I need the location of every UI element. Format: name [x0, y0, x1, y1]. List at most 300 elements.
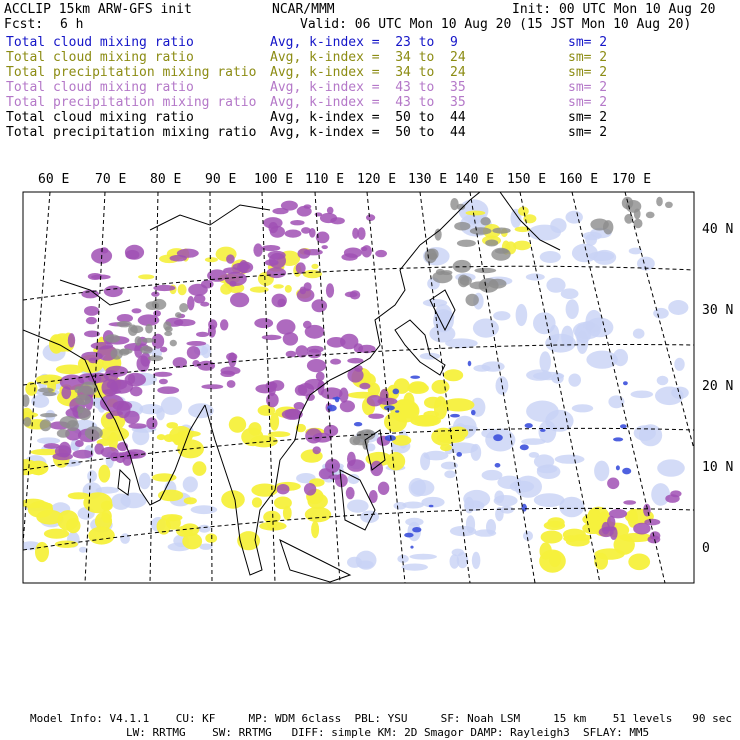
forecast-hours: 6 h [60, 17, 84, 32]
low-cloud-patch [540, 351, 551, 372]
top-cloud-patch [656, 197, 663, 206]
upper-cloud-patch [326, 283, 334, 297]
upper-cloud-patch [285, 230, 302, 238]
model-info-line2: LW: RRTMG SW: RRTMG DIFF: simple KM: 2D Smagor DAMP: Rayleigh3 SFLAY: MM5 [126, 726, 650, 739]
low-cloud-patch [347, 500, 369, 513]
upper-cloud-patch [359, 383, 370, 390]
upper-cloud-patch [254, 318, 273, 328]
upper-cloud-patch [124, 411, 140, 424]
low-cloud-patch [161, 397, 182, 415]
mid-cloud-patch [270, 413, 279, 431]
precip-streak [354, 422, 362, 426]
upper-cloud-patch [347, 452, 356, 466]
mid-cloud-patch [614, 535, 635, 555]
lon-label: 170 E [612, 172, 652, 187]
field-name: Total cloud mixing ratio [6, 35, 194, 50]
low-cloud-patch [473, 319, 499, 338]
upper-cloud-patch [68, 333, 75, 347]
field-stat: Avg, k-index = 50 to 44 [270, 125, 466, 140]
mid-cloud-patch [311, 264, 318, 269]
lon-label: 110 E [305, 172, 345, 187]
upper-cloud-patch [368, 414, 384, 419]
lat-label: 30 N [702, 303, 734, 318]
upper-cloud-patch [290, 220, 304, 225]
mid-cloud-patch [384, 412, 407, 432]
mid-cloud-patch [540, 542, 552, 559]
mid-cloud-patch [101, 510, 111, 523]
upper-cloud-patch [277, 484, 290, 494]
top-cloud-patch [165, 326, 173, 332]
mid-cloud-patch [273, 284, 284, 288]
upper-cloud-patch [670, 490, 681, 497]
lat-label: 10 N [702, 460, 734, 475]
upper-cloud-patch [153, 285, 175, 291]
top-cloud-patch [466, 294, 479, 306]
field-stat: Avg, k-index = 43 to 35 [270, 80, 466, 95]
low-cloud-patch [639, 424, 662, 446]
top-cloud-patch [450, 198, 458, 210]
upper-cloud-patch [84, 306, 99, 316]
upper-cloud-patch [159, 379, 168, 385]
mid-cloud-patch [178, 284, 187, 295]
top-cloud-patch [474, 268, 496, 273]
top-cloud-patch [457, 240, 476, 247]
mid-cloud-patch [434, 396, 447, 419]
mid-cloud-patch [414, 415, 438, 426]
top-cloud-patch [175, 312, 182, 318]
low-cloud-patch [657, 376, 669, 385]
upper-cloud-patch [277, 319, 296, 334]
lon-label: 80 E [150, 172, 182, 187]
mid-cloud-patch [98, 465, 110, 483]
lon-label: 150 E [507, 172, 547, 187]
low-cloud-patch [608, 395, 624, 408]
top-cloud-patch [130, 325, 143, 333]
upper-cloud-patch [104, 286, 123, 298]
top-cloud-patch [75, 386, 83, 393]
mid-cloud-patch [68, 492, 90, 499]
low-cloud-patch [572, 244, 598, 263]
precip-streak [410, 546, 413, 549]
low-cloud-patch [631, 391, 654, 399]
upper-cloud-patch [200, 302, 209, 307]
upper-cloud-patch [633, 523, 650, 535]
upper-cloud-patch [187, 296, 194, 310]
upper-cloud-patch [187, 346, 200, 359]
upper-cloud-patch [230, 293, 249, 308]
low-cloud-patch [482, 361, 505, 371]
precip-streak [623, 381, 628, 385]
low-cloud-patch [540, 251, 561, 263]
mid-cloud-patch [513, 241, 531, 251]
precip-streak [620, 424, 627, 428]
low-cloud-patch [201, 344, 211, 359]
upper-cloud-patch [88, 273, 102, 280]
upper-cloud-patch [75, 440, 84, 447]
field-smooth: sm= 2 [568, 35, 608, 50]
mid-cloud-patch [563, 535, 578, 542]
mid-cloud-patch [628, 554, 650, 571]
top-cloud-patch [57, 429, 70, 438]
low-cloud-patch [79, 547, 87, 553]
upper-cloud-patch [375, 250, 387, 257]
precip-streak [613, 437, 623, 441]
top-cloud-patch [145, 324, 153, 334]
field-stat: Avg, k-index = 50 to 44 [270, 110, 466, 125]
field-smooth: sm= 2 [568, 50, 608, 65]
low-cloud-patch [651, 483, 670, 506]
low-cloud-patch [198, 525, 211, 533]
top-cloud-patch [148, 355, 163, 361]
upper-cloud-patch [610, 527, 618, 540]
upper-cloud-patch [226, 353, 237, 361]
model-center: NCAR/MMM [272, 2, 335, 17]
upper-cloud-patch [300, 287, 307, 295]
upper-cloud-patch [196, 332, 209, 337]
top-cloud-patch [470, 281, 490, 289]
upper-cloud-patch [186, 341, 206, 346]
upper-cloud-patch [304, 204, 312, 208]
upper-cloud-patch [253, 243, 262, 256]
low-cloud-patch [493, 311, 510, 320]
low-cloud-patch [566, 299, 579, 319]
top-cloud-patch [432, 271, 452, 283]
lon-label: 160 E [559, 172, 599, 187]
top-cloud-patch [665, 202, 673, 208]
mid-cloud-patch [66, 518, 80, 533]
low-cloud-patch [434, 304, 452, 327]
field-name: Total precipitation mixing ratio [6, 65, 257, 80]
forecast-label: Fcst: [4, 17, 44, 32]
model-info-line1: Model Info: V4.1.1 CU: KF MP: WDM 6class PBL: YSU SF: Noah LSM 15 km 51 levels 90 sec [30, 712, 732, 725]
mid-cloud-patch [161, 514, 182, 521]
top-cloud-patch [66, 420, 79, 431]
low-cloud-patch [533, 312, 556, 334]
field-stat: Avg, k-index = 43 to 35 [270, 95, 466, 110]
upper-cloud-patch [153, 372, 172, 377]
upper-cloud-patch [327, 337, 346, 348]
low-cloud-patch [566, 211, 583, 224]
mid-cloud-patch [308, 493, 328, 509]
lon-label: 120 E [357, 172, 397, 187]
top-cloud-patch [624, 214, 633, 224]
mid-cloud-patch [444, 369, 464, 381]
upper-cloud-patch [315, 212, 323, 216]
precip-streak [622, 468, 631, 475]
lon-label: 70 E [95, 172, 127, 187]
upper-cloud-patch [330, 359, 341, 365]
low-cloud-patch [510, 481, 534, 493]
top-cloud-patch [105, 334, 120, 343]
precip-streak [384, 405, 395, 410]
top-cloud-patch [435, 229, 442, 241]
mid-cloud-patch [594, 553, 608, 570]
upper-cloud-patch [239, 260, 248, 273]
mid-cloud-patch [205, 533, 217, 543]
mid-cloud-patch [205, 257, 218, 262]
low-cloud-patch [561, 288, 579, 299]
top-cloud-patch [179, 303, 188, 312]
upper-cloud-patch [220, 319, 228, 330]
mid-cloud-patch [466, 211, 486, 216]
low-cloud-patch [394, 502, 407, 510]
top-cloud-patch [85, 426, 103, 440]
upper-cloud-patch [198, 361, 216, 371]
top-cloud-patch [78, 408, 91, 420]
lon-label: 130 E [408, 172, 448, 187]
upper-cloud-patch [361, 247, 368, 251]
top-cloud-patch [119, 349, 132, 355]
upper-cloud-patch [366, 214, 375, 221]
upper-cloud-patch [73, 450, 94, 459]
low-cloud-patch [537, 465, 557, 473]
upper-cloud-patch [229, 281, 236, 287]
precip-streak [471, 410, 476, 415]
upper-cloud-patch [304, 249, 323, 255]
mid-cloud-patch [440, 444, 452, 451]
low-cloud-patch [533, 372, 564, 380]
top-cloud-patch [142, 338, 154, 343]
low-cloud-patch [568, 374, 581, 387]
precip-streak [616, 465, 620, 470]
mid-cloud-patch [192, 461, 206, 476]
mid-cloud-patch [248, 422, 261, 436]
mid-cloud-patch [283, 506, 292, 521]
upper-cloud-patch [357, 227, 365, 240]
lon-label: 100 E [254, 172, 294, 187]
precip-streak [493, 434, 503, 441]
field-name: Total precipitation mixing ratio [6, 95, 257, 110]
upper-cloud-patch [110, 380, 133, 394]
low-cloud-patch [402, 564, 428, 571]
upper-cloud-patch [106, 366, 128, 377]
low-cloud-patch [516, 304, 528, 326]
low-cloud-patch [191, 505, 218, 514]
low-cloud-patch [463, 490, 490, 508]
field-name: Total cloud mixing ratio [6, 50, 194, 65]
low-cloud-patch [87, 470, 97, 482]
upper-cloud-patch [307, 359, 326, 372]
mid-cloud-patch [443, 398, 475, 411]
mid-cloud-patch [101, 501, 113, 511]
mid-cloud-patch [35, 542, 49, 562]
low-cloud-patch [405, 518, 423, 526]
top-cloud-patch [38, 388, 54, 393]
upper-cloud-patch [623, 500, 636, 505]
mid-cloud-patch [541, 531, 563, 544]
precip-streak [525, 423, 533, 428]
low-cloud-patch [357, 561, 374, 569]
upper-cloud-patch [266, 393, 279, 407]
field-smooth: sm= 2 [568, 110, 608, 125]
mid-cloud-patch [158, 490, 183, 502]
mid-cloud-patch [176, 526, 193, 537]
upper-cloud-patch [132, 308, 142, 313]
lon-label: 140 E [455, 172, 495, 187]
low-cloud-patch [653, 308, 669, 319]
upper-cloud-patch [607, 516, 615, 529]
low-cloud-patch [594, 461, 609, 482]
upper-cloud-patch [201, 384, 223, 389]
mid-cloud-patch [432, 380, 450, 394]
low-cloud-patch [576, 331, 588, 354]
field-name: Total precipitation mixing ratio [6, 125, 257, 140]
upper-cloud-patch [347, 358, 363, 364]
top-cloud-patch [590, 219, 608, 231]
upper-cloud-patch [283, 332, 298, 345]
upper-cloud-patch [227, 380, 236, 388]
upper-cloud-patch [268, 222, 278, 233]
mid-cloud-patch [251, 484, 278, 497]
lon-label: 60 E [38, 172, 70, 187]
upper-cloud-patch [55, 445, 72, 457]
mid-cloud-patch [229, 416, 246, 432]
init-time: Init: 00 UTC Mon 10 Aug 20 [512, 2, 716, 17]
field-smooth: sm= 2 [568, 125, 608, 140]
valid-time: Valid: 06 UTC Mon 10 Aug 20 (15 JST Mon 10 Aug 20) [300, 17, 692, 32]
upper-cloud-patch [272, 208, 288, 214]
top-cloud-patch [646, 212, 655, 219]
upper-cloud-patch [307, 349, 321, 359]
precip-streak [495, 463, 501, 468]
precip-streak [410, 376, 420, 379]
top-cloud-patch [75, 394, 91, 405]
top-cloud-patch [40, 419, 52, 431]
low-cloud-patch [420, 452, 430, 470]
low-cloud-patch [183, 476, 198, 492]
low-cloud-patch [139, 473, 151, 490]
low-cloud-patch [474, 529, 496, 536]
mid-cloud-patch [164, 434, 175, 442]
precip-streak [412, 527, 421, 532]
precip-streak [540, 429, 546, 432]
field-name: Total cloud mixing ratio [6, 110, 194, 125]
mid-cloud-patch [387, 452, 406, 470]
upper-cloud-patch [286, 351, 297, 358]
top-cloud-patch [485, 240, 498, 247]
top-cloud-patch [492, 228, 510, 234]
upper-cloud-patch [378, 482, 389, 495]
top-cloud-patch [453, 260, 471, 273]
precip-streak [404, 533, 413, 538]
low-cloud-patch [410, 554, 437, 560]
upper-cloud-patch [305, 325, 325, 339]
upper-cloud-patch [367, 395, 383, 406]
plot-title: ACCLIP 15km ARW-GFS init [4, 2, 192, 17]
precip-streak [395, 410, 399, 412]
mid-cloud-patch [268, 431, 290, 437]
upper-cloud-patch [304, 483, 316, 496]
upper-cloud-patch [201, 280, 214, 289]
upper-cloud-patch [160, 347, 167, 353]
top-cloud-patch [135, 336, 142, 346]
precip-streak [393, 389, 400, 395]
low-cloud-patch [555, 455, 585, 464]
upper-cloud-patch [324, 425, 338, 437]
upper-cloud-patch [151, 292, 159, 297]
field-stat: Avg, k-index = 34 to 24 [270, 65, 466, 80]
field-smooth: sm= 2 [568, 95, 608, 110]
low-cloud-patch [188, 403, 214, 418]
low-cloud-patch [120, 533, 130, 544]
top-cloud-patch [454, 222, 470, 231]
mid-cloud-patch [88, 527, 115, 545]
mid-cloud-patch [44, 529, 69, 539]
mid-cloud-patch [56, 365, 84, 375]
low-cloud-patch [657, 459, 685, 476]
field-smooth: sm= 2 [568, 65, 608, 80]
upper-cloud-patch [137, 355, 150, 372]
low-cloud-patch [613, 349, 628, 366]
lat-label: 0 [702, 541, 710, 556]
low-cloud-patch [559, 497, 584, 518]
precip-streak [450, 414, 460, 418]
top-cloud-patch [152, 299, 167, 310]
upper-cloud-patch [177, 249, 199, 258]
top-cloud-patch [23, 417, 31, 427]
upper-cloud-patch [309, 228, 316, 238]
top-cloud-patch [489, 279, 507, 289]
low-cloud-patch [521, 438, 546, 445]
low-cloud-patch [526, 273, 545, 280]
low-cloud-patch [572, 404, 593, 412]
low-cloud-patch [668, 300, 688, 315]
top-cloud-patch [458, 275, 469, 288]
low-cloud-patch [494, 495, 518, 506]
field-name: Total cloud mixing ratio [6, 80, 194, 95]
mid-cloud-patch [33, 468, 44, 475]
field-stat: Avg, k-index = 23 to 9 [270, 35, 458, 50]
mid-cloud-patch [544, 521, 565, 530]
upper-cloud-patch [125, 245, 144, 260]
upper-cloud-patch [61, 386, 71, 399]
upper-cloud-patch [86, 317, 97, 324]
precip-streak [335, 397, 340, 403]
upper-cloud-patch [312, 299, 328, 312]
low-cloud-patch [529, 452, 539, 458]
upper-cloud-patch [174, 319, 196, 326]
low-cloud-patch [472, 552, 481, 569]
mid-cloud-patch [285, 285, 292, 293]
precip-streak [456, 452, 462, 457]
precip-streak [429, 505, 434, 508]
mid-cloud-patch [252, 497, 262, 507]
upper-cloud-patch [340, 400, 355, 412]
upper-cloud-patch [296, 262, 306, 273]
upper-cloud-patch [208, 319, 217, 329]
low-cloud-patch [471, 444, 482, 461]
low-cloud-patch [444, 470, 456, 478]
low-cloud-patch [37, 437, 60, 444]
lat-label: 20 N [702, 379, 734, 394]
mid-cloud-patch [21, 499, 46, 509]
low-cloud-patch [409, 478, 426, 497]
upper-cloud-patch [354, 365, 363, 372]
upper-cloud-patch [345, 292, 358, 298]
mid-cloud-patch [36, 375, 63, 385]
top-cloud-patch [40, 413, 57, 417]
top-cloud-patch [495, 249, 509, 254]
lat-label: 40 N [702, 222, 734, 237]
upper-cloud-patch [296, 345, 309, 357]
upper-cloud-patch [220, 371, 235, 377]
upper-cloud-patch [607, 478, 619, 490]
upper-cloud-patch [226, 254, 235, 263]
upper-cloud-patch [270, 380, 285, 391]
low-cloud-patch [674, 358, 684, 371]
mid-cloud-patch [138, 274, 154, 279]
upper-cloud-patch [313, 446, 321, 454]
